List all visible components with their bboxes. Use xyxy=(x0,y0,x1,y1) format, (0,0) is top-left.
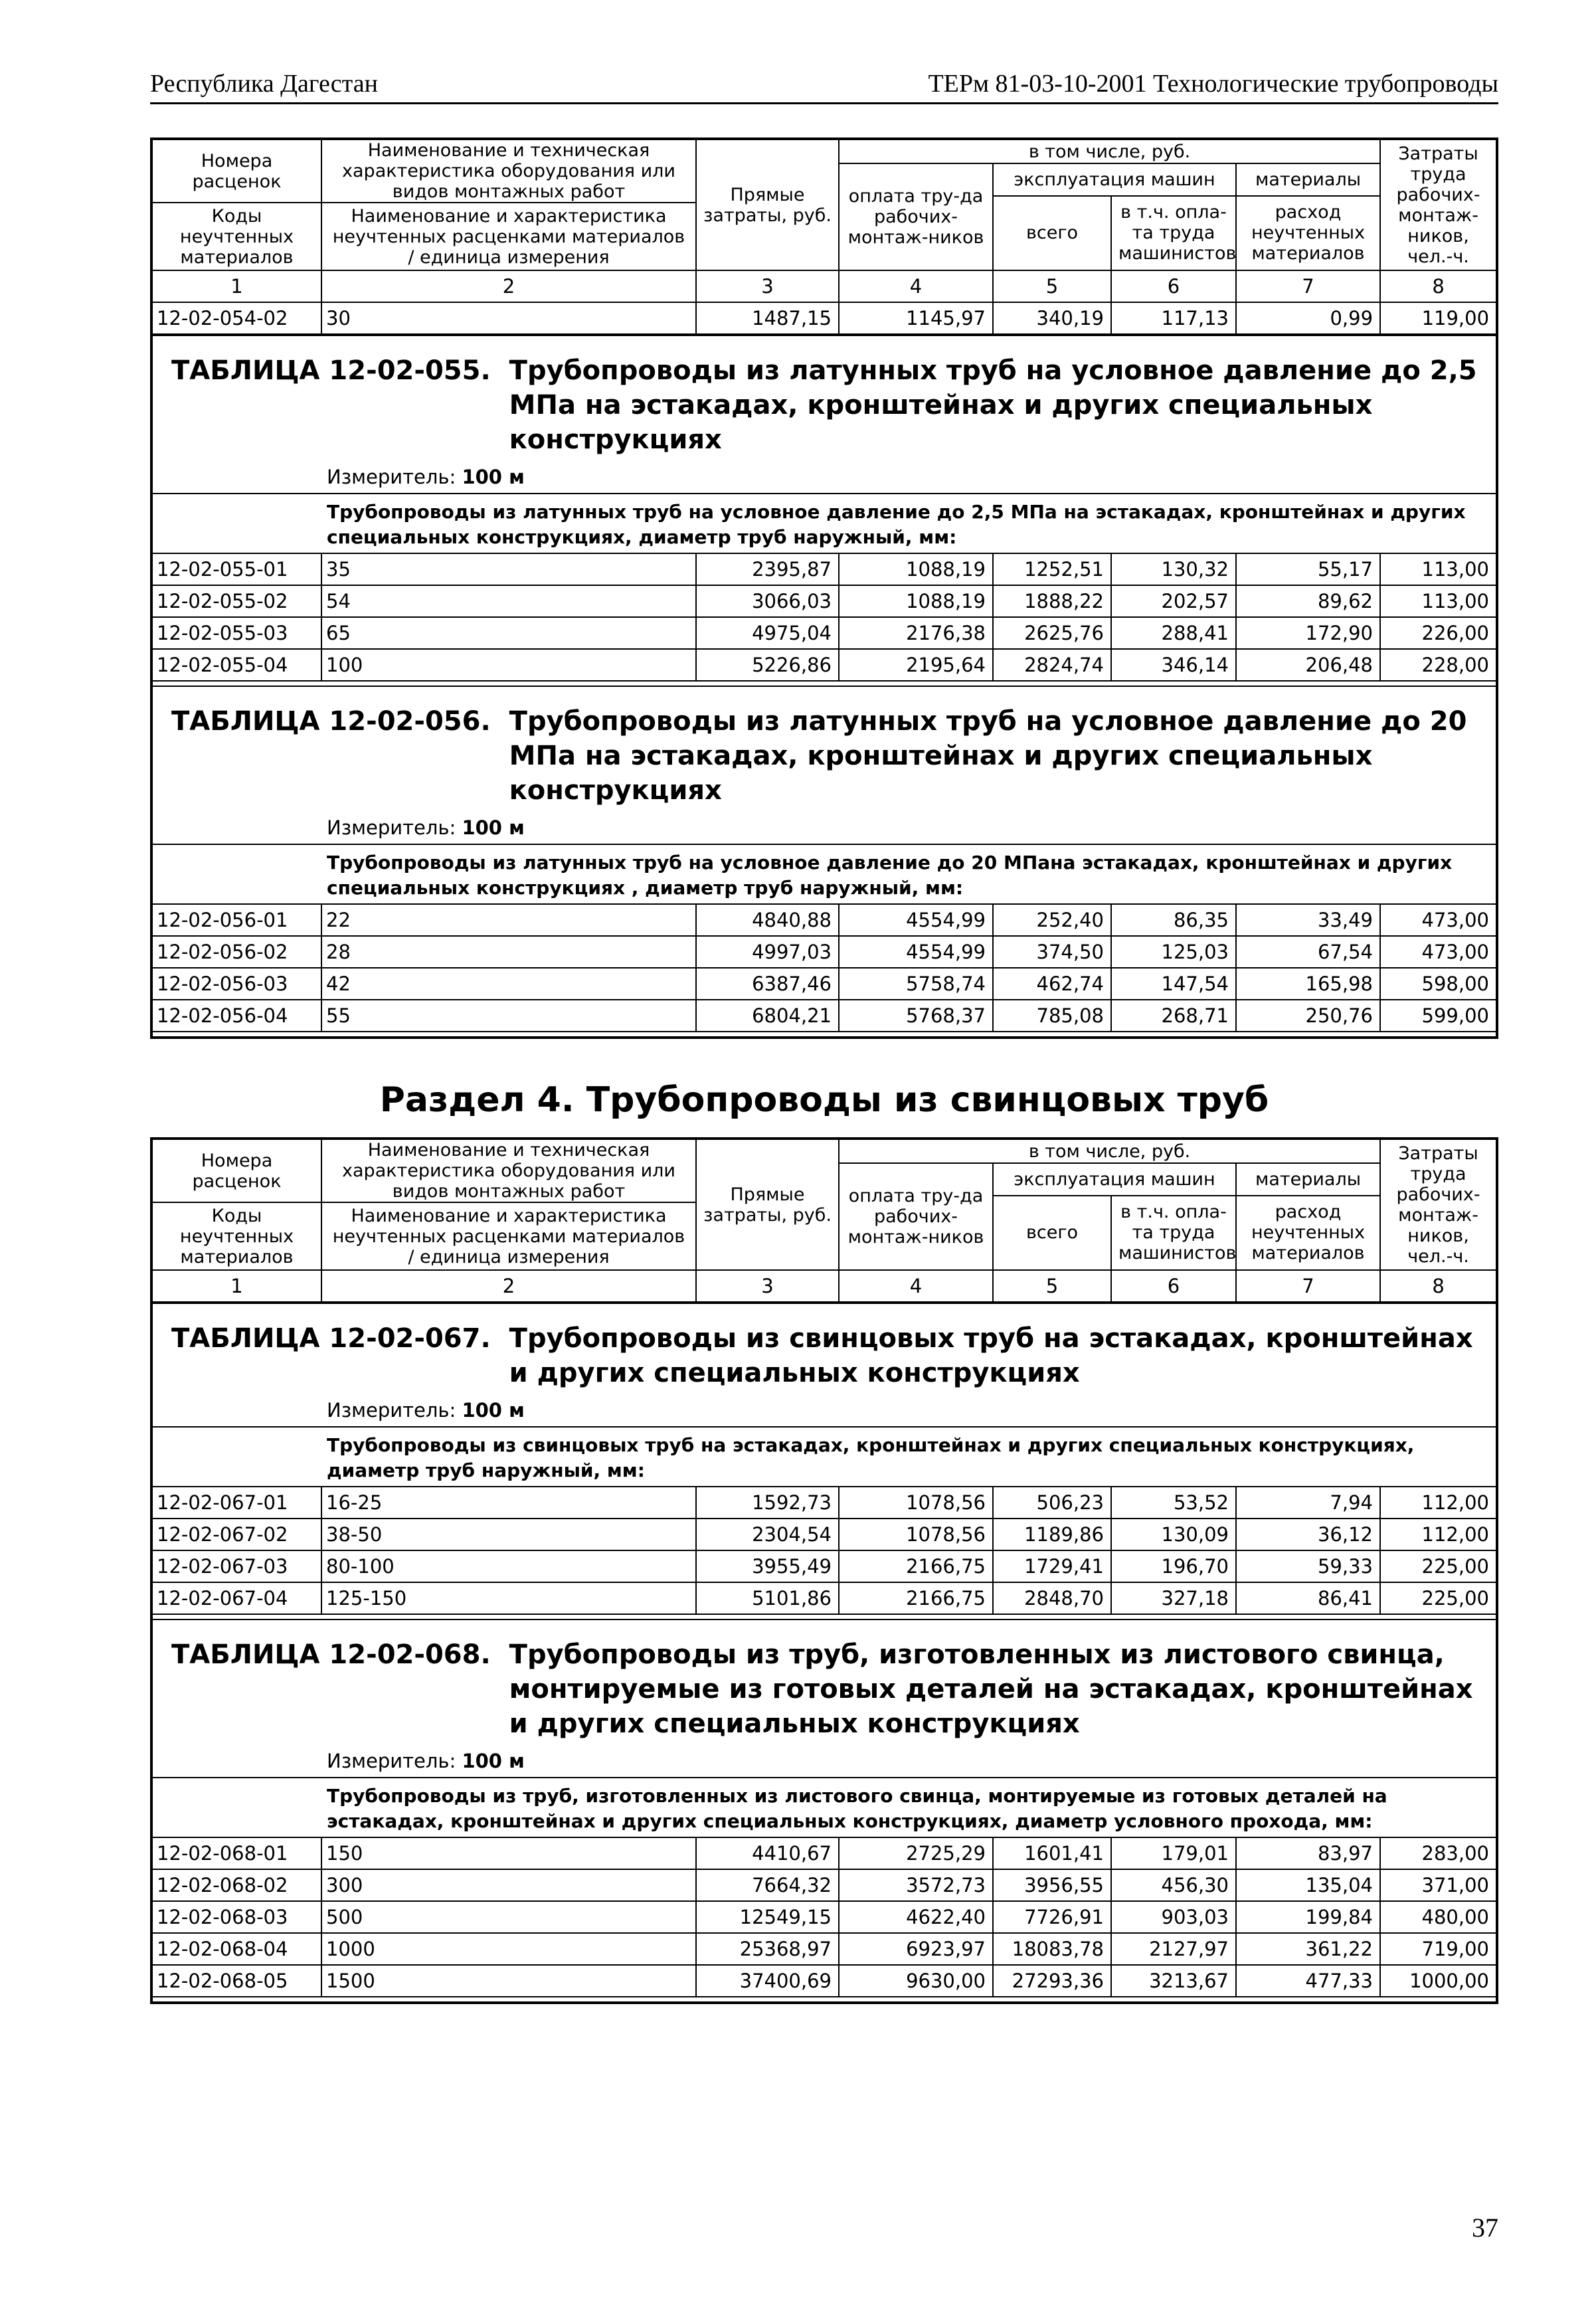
cell-materials: 172,90 xyxy=(1236,617,1380,649)
cell-direct: 5226,86 xyxy=(696,649,839,681)
cell-wages: 4554,99 xyxy=(839,904,993,936)
rate-code: 12-02-068-04 xyxy=(153,1933,321,1965)
header-machines-total: всего xyxy=(993,1196,1111,1271)
header-labor: Затраты труда рабочих-монтаж-ников, чел.-ч. xyxy=(1380,1140,1496,1270)
cell-wages: 2166,75 xyxy=(839,1550,993,1582)
table-row xyxy=(153,585,1496,617)
cell-machinist: 86,35 xyxy=(1111,904,1236,936)
page-number: 37 xyxy=(1472,2213,1498,2243)
cell-materials: 55,17 xyxy=(1236,553,1380,585)
cell-direct: 5101,86 xyxy=(696,1582,839,1614)
rate-name: 55 xyxy=(321,1000,696,1032)
col-number: 5 xyxy=(993,1270,1111,1302)
cell-direct: 4975,04 xyxy=(696,617,839,649)
cell-machinist: 2127,97 xyxy=(1111,1933,1236,1965)
cell-direct: 12549,15 xyxy=(696,1901,839,1933)
cell-machinist: 179,01 xyxy=(1111,1837,1236,1869)
unit-label: Измеритель: xyxy=(327,816,456,839)
table-row xyxy=(153,1487,1496,1519)
header-labor: Затраты труда рабочих-монтаж-ников, чел.-ч. xyxy=(1380,140,1496,270)
rate-name: 35 xyxy=(321,553,696,585)
cell-materials: 206,48 xyxy=(1236,649,1380,681)
table-title: Трубопроводы из латунных труб на условное давление до 20 МПа на эстакадах, кронштейнах и других специальных конструкциях xyxy=(509,706,1467,806)
table-heading xyxy=(153,1637,1496,1741)
cell-machinist: 202,57 xyxy=(1111,585,1236,617)
cell-labor: 371,00 xyxy=(1380,1869,1496,1901)
rate-code: 12-02-055-04 xyxy=(153,649,321,681)
table-label: ТАБЛИЦА 12-02-068. xyxy=(171,1639,491,1670)
col-number: 1 xyxy=(153,1270,321,1302)
unit-label: Измеритель: xyxy=(327,1750,456,1772)
col-number: 2 xyxy=(321,1270,696,1302)
col-number: 8 xyxy=(1380,1270,1496,1302)
col-number: 4 xyxy=(839,270,993,302)
cell-direct: 2395,87 xyxy=(696,553,839,585)
cell-materials: 250,76 xyxy=(1236,1000,1380,1032)
cell-labor: 599,00 xyxy=(1380,1000,1496,1032)
cell-labor: 112,00 xyxy=(1380,1519,1496,1550)
cell-materials: 33,49 xyxy=(1236,904,1380,936)
unit-value: 100 м xyxy=(462,1750,525,1772)
cell-direct: 4997,03 xyxy=(696,936,839,968)
col-number: 2 xyxy=(321,270,696,302)
cell-machinist: 288,41 xyxy=(1111,617,1236,649)
cell-machines: 3956,55 xyxy=(993,1869,1111,1901)
header-machinist-wages: в т.ч. опла-та труда машинистов xyxy=(1111,1196,1236,1271)
table-description: Трубопроводы из труб, изготовленных из листового свинца, монтируемые из готовых деталей на эстакадах, кронштейнах и других специальных конструкциях, диаметр условного прохода, мм: xyxy=(153,1777,1496,1834)
header-machines: эксплуатация машин xyxy=(993,1163,1236,1196)
cell-materials: 7,94 xyxy=(1236,1487,1380,1519)
cell-machines: 2824,74 xyxy=(993,649,1111,681)
rate-name: 30 xyxy=(321,302,696,334)
cell-labor: 112,00 xyxy=(1380,1487,1496,1519)
table-row xyxy=(153,936,1496,968)
header-wages: оплата тру-да рабочих-монтаж-ников xyxy=(839,1163,993,1270)
cell-machinist: 53,52 xyxy=(1111,1487,1236,1519)
cell-materials: 0,99 xyxy=(1236,302,1380,334)
table-label: ТАБЛИЦА 12-02-056. xyxy=(171,706,491,737)
cell-materials: 86,41 xyxy=(1236,1582,1380,1614)
cell-direct: 1592,73 xyxy=(696,1487,839,1519)
table-description: Трубопроводы из латунных труб на условное давление до 2,5 МПа на эстакадах, кронштейнах и других специальных конструкциях, диаметр труб наружный, мм: xyxy=(153,493,1496,550)
col-number: 3 xyxy=(696,1270,839,1302)
header-codes-bottom: Коды неучтенных материалов xyxy=(153,1202,321,1270)
cell-wages: 6923,97 xyxy=(839,1933,993,1965)
header-name-top: Наименование и техническая характеристика оборудования или видов монтажных работ xyxy=(321,140,696,203)
cell-labor: 225,00 xyxy=(1380,1550,1496,1582)
cell-machinist: 125,03 xyxy=(1111,936,1236,968)
rate-table-block xyxy=(153,686,1496,1036)
rate-name: 80-100 xyxy=(321,1550,696,1582)
rate-name: 22 xyxy=(321,904,696,936)
cell-materials: 83,97 xyxy=(1236,1837,1380,1869)
header-machinist-wages: в т.ч. опла-та труда машинистов xyxy=(1111,196,1236,271)
cell-machinist: 268,71 xyxy=(1111,1000,1236,1032)
section-title: Раздел 4. Трубопроводы из свинцовых труб xyxy=(379,1080,1269,1120)
cell-wages: 9630,00 xyxy=(839,1965,993,1997)
unit-value: 100 м xyxy=(462,816,525,839)
rate-code: 12-02-056-04 xyxy=(153,1000,321,1032)
cell-machines: 462,74 xyxy=(993,968,1111,1000)
rate-name: 300 xyxy=(321,1869,696,1901)
table-row xyxy=(153,904,1496,936)
cell-machinist: 147,54 xyxy=(1111,968,1236,1000)
rate-name: 16-25 xyxy=(321,1487,696,1519)
cell-machines: 1189,86 xyxy=(993,1519,1111,1550)
unit-label: Измеритель: xyxy=(327,1399,456,1422)
cell-wages: 2166,75 xyxy=(839,1582,993,1614)
running-head-left: Республика Дагестан xyxy=(150,70,378,98)
header-name-bottom: Наименование и характеристика неучтенных расценками материалов / единица измерения xyxy=(321,1202,696,1270)
table-title: Трубопроводы из труб, изготовленных из листового свинца, монтируемые из готовых деталей на эстакадах, кронштейнах и других специальных конструкциях xyxy=(509,1639,1473,1739)
document-page xyxy=(150,60,1498,2243)
header-name-bottom: Наименование и характеристика неучтенных расценками материалов / единица измерения xyxy=(321,203,696,270)
cell-labor: 228,00 xyxy=(1380,649,1496,681)
rate-table xyxy=(153,1837,1496,1997)
cell-wages: 1145,97 xyxy=(839,302,993,334)
rate-code: 12-02-067-01 xyxy=(153,1487,321,1519)
header-codes-top: Номера расценок xyxy=(153,1140,321,1202)
rate-code: 12-02-055-03 xyxy=(153,617,321,649)
rate-code: 12-02-067-04 xyxy=(153,1582,321,1614)
cell-wages: 2176,38 xyxy=(839,617,993,649)
cell-labor: 473,00 xyxy=(1380,936,1496,968)
tables-part-2 xyxy=(153,1303,1496,2001)
unit-value: 100 м xyxy=(462,466,525,488)
column-header-table xyxy=(153,1140,1496,1303)
cell-machines: 7726,91 xyxy=(993,1901,1111,1933)
running-head xyxy=(150,60,1498,104)
unit-of-measure xyxy=(153,461,1496,493)
cell-direct: 7664,32 xyxy=(696,1869,839,1901)
rate-name: 500 xyxy=(321,1901,696,1933)
cell-materials: 135,04 xyxy=(1236,1869,1380,1901)
table-title: Трубопроводы из свинцовых труб на эстакадах, кронштейнах и других специальных конструкциях xyxy=(509,1323,1473,1388)
cell-direct: 37400,69 xyxy=(696,1965,839,1997)
cell-direct: 3066,03 xyxy=(696,585,839,617)
cell-machinist: 196,70 xyxy=(1111,1550,1236,1582)
cell-machines: 1601,41 xyxy=(993,1837,1111,1869)
header-direct-costs: Прямые затраты, руб. xyxy=(696,1140,839,1270)
header-materials: материалы xyxy=(1236,163,1380,196)
cell-machines: 27293,36 xyxy=(993,1965,1111,1997)
rate-table-block xyxy=(153,1303,1496,1619)
cell-materials: 59,33 xyxy=(1236,1550,1380,1582)
cell-wages: 5768,37 xyxy=(839,1000,993,1032)
cell-machines: 1729,41 xyxy=(993,1550,1111,1582)
rate-name: 150 xyxy=(321,1837,696,1869)
cell-machinist: 117,13 xyxy=(1111,302,1236,334)
col-number: 5 xyxy=(993,270,1111,302)
table-row xyxy=(153,617,1496,649)
table-row xyxy=(153,968,1496,1000)
cell-machines: 340,19 xyxy=(993,302,1111,334)
cell-materials: 89,62 xyxy=(1236,585,1380,617)
rate-name: 28 xyxy=(321,936,696,968)
cell-machinist: 456,30 xyxy=(1111,1869,1236,1901)
cell-materials: 477,33 xyxy=(1236,1965,1380,1997)
table-label: ТАБЛИЦА 12-02-067. xyxy=(171,1323,491,1354)
price-table-frame-2 xyxy=(150,1137,1498,2004)
cell-wages: 3572,73 xyxy=(839,1869,993,1901)
cell-machines: 506,23 xyxy=(993,1487,1111,1519)
rate-code: 12-02-055-01 xyxy=(153,553,321,585)
table-heading xyxy=(153,704,1496,808)
cell-wages: 5758,74 xyxy=(839,968,993,1000)
header-machines: эксплуатация машин xyxy=(993,163,1236,196)
table-heading xyxy=(153,353,1496,457)
header-machines-total: всего xyxy=(993,196,1111,271)
cell-labor: 719,00 xyxy=(1380,1933,1496,1965)
cell-direct: 3955,49 xyxy=(696,1550,839,1582)
cell-materials: 36,12 xyxy=(1236,1519,1380,1550)
col-number: 3 xyxy=(696,270,839,302)
col-number: 8 xyxy=(1380,270,1496,302)
rate-name: 65 xyxy=(321,617,696,649)
rate-name: 1000 xyxy=(321,1933,696,1965)
cell-materials: 199,84 xyxy=(1236,1901,1380,1933)
cell-labor: 598,00 xyxy=(1380,968,1496,1000)
table-row xyxy=(153,1550,1496,1582)
header-including: в том числе, руб. xyxy=(839,1140,1380,1163)
cell-machines: 1888,22 xyxy=(993,585,1111,617)
cell-machinist: 130,09 xyxy=(1111,1519,1236,1550)
table-row xyxy=(153,1837,1496,1869)
cell-machines: 2625,76 xyxy=(993,617,1111,649)
header-materials-use: расход неучтенных материалов xyxy=(1236,1196,1380,1271)
header-codes-bottom: Коды неучтенных материалов xyxy=(153,203,321,270)
rate-name: 125-150 xyxy=(321,1582,696,1614)
cell-machines: 18083,78 xyxy=(993,1933,1111,1965)
tables-part-1 xyxy=(153,335,1496,1036)
header-direct-costs: Прямые затраты, руб. xyxy=(696,140,839,270)
table-row xyxy=(153,1519,1496,1550)
cell-labor: 119,00 xyxy=(1380,302,1496,334)
rate-code: 12-02-056-03 xyxy=(153,968,321,1000)
cell-labor: 1000,00 xyxy=(1380,1965,1496,1997)
header-materials: материалы xyxy=(1236,1163,1380,1196)
table-row xyxy=(153,1933,1496,1965)
unit-value: 100 м xyxy=(462,1399,525,1422)
cell-labor: 473,00 xyxy=(1380,904,1496,936)
cell-wages: 1088,19 xyxy=(839,585,993,617)
rate-code: 12-02-056-01 xyxy=(153,904,321,936)
cell-direct: 4410,67 xyxy=(696,1837,839,1869)
cell-machinist: 327,18 xyxy=(1111,1582,1236,1614)
rate-table xyxy=(153,1486,1496,1615)
cell-labor: 113,00 xyxy=(1380,585,1496,617)
cell-machinist: 3213,67 xyxy=(1111,1965,1236,1997)
column-header-table xyxy=(153,140,1496,335)
table-row xyxy=(153,1869,1496,1901)
col-number: 4 xyxy=(839,1270,993,1302)
cell-wages: 2725,29 xyxy=(839,1837,993,1869)
rate-table xyxy=(153,903,1496,1032)
cell-machinist: 903,03 xyxy=(1111,1901,1236,1933)
rate-code: 12-02-068-02 xyxy=(153,1869,321,1901)
table-description: Трубопроводы из свинцовых труб на эстакадах, кронштейнах и других специальных конструкциях, диаметр труб наружный, мм: xyxy=(153,1426,1496,1483)
cell-wages: 4622,40 xyxy=(839,1901,993,1933)
cell-labor: 480,00 xyxy=(1380,1901,1496,1933)
cell-direct: 1487,15 xyxy=(696,302,839,334)
rate-name: 42 xyxy=(321,968,696,1000)
rate-code: 12-02-055-02 xyxy=(153,585,321,617)
column-numbers-row xyxy=(153,270,1496,302)
rate-code: 12-02-068-05 xyxy=(153,1965,321,1997)
cell-machines: 785,08 xyxy=(993,1000,1111,1032)
column-numbers-row xyxy=(153,1270,1496,1302)
table-description: Трубопроводы из латунных труб на условное давление до 20 МПана эстакадах, кронштейнах и других специальных конструкциях , диаметр труб наружный, мм: xyxy=(153,844,1496,901)
table-title: Трубопроводы из латунных труб на условное давление до 2,5 МПа на эстакадах, кронштейнах и других специальных конструкциях xyxy=(509,355,1477,455)
cell-materials: 165,98 xyxy=(1236,968,1380,1000)
rate-name: 1500 xyxy=(321,1965,696,1997)
cell-labor: 283,00 xyxy=(1380,1837,1496,1869)
running-head-right: ТЕРм 81-03-10-2001 Технологические трубопроводы xyxy=(928,70,1498,98)
header-name-top: Наименование и техническая характеристика оборудования или видов монтажных работ xyxy=(321,1140,696,1202)
rate-code: 12-02-068-03 xyxy=(153,1901,321,1933)
rate-code: 12-02-068-01 xyxy=(153,1837,321,1869)
cell-machines: 374,50 xyxy=(993,936,1111,968)
rate-code: 12-02-056-02 xyxy=(153,936,321,968)
cell-wages: 2195,64 xyxy=(839,649,993,681)
rate-code: 12-02-067-02 xyxy=(153,1519,321,1550)
rate-code: 12-02-054-02 xyxy=(153,302,321,334)
unit-of-measure xyxy=(153,812,1496,844)
table-row xyxy=(153,302,1496,334)
cell-direct: 6804,21 xyxy=(696,1000,839,1032)
rate-table-block xyxy=(153,335,1496,686)
col-number: 1 xyxy=(153,270,321,302)
cell-direct: 25368,97 xyxy=(696,1933,839,1965)
table-row xyxy=(153,649,1496,681)
cell-machines: 2848,70 xyxy=(993,1582,1111,1614)
col-number: 7 xyxy=(1236,270,1380,302)
cell-materials: 361,22 xyxy=(1236,1933,1380,1965)
table-row xyxy=(153,1582,1496,1614)
cell-wages: 1088,19 xyxy=(839,553,993,585)
unit-label: Измеритель: xyxy=(327,466,456,488)
header-including: в том числе, руб. xyxy=(839,140,1380,163)
rate-table xyxy=(153,553,1496,682)
unit-of-measure xyxy=(153,1394,1496,1426)
rate-name: 54 xyxy=(321,585,696,617)
table-row xyxy=(153,1901,1496,1933)
header-codes-top: Номера расценок xyxy=(153,140,321,203)
col-number: 6 xyxy=(1111,1270,1236,1302)
cell-direct: 2304,54 xyxy=(696,1519,839,1550)
rate-table-block xyxy=(153,1619,1496,2001)
cell-wages: 1078,56 xyxy=(839,1487,993,1519)
cell-machinist: 130,32 xyxy=(1111,553,1236,585)
header-wages: оплата тру-да рабочих-монтаж-ников xyxy=(839,163,993,270)
rate-name: 38-50 xyxy=(321,1519,696,1550)
cell-machines: 252,40 xyxy=(993,904,1111,936)
cell-labor: 113,00 xyxy=(1380,553,1496,585)
col-number: 7 xyxy=(1236,1270,1380,1302)
cell-labor: 225,00 xyxy=(1380,1582,1496,1614)
table-label: ТАБЛИЦА 12-02-055. xyxy=(171,355,491,386)
table-row xyxy=(153,1000,1496,1032)
table-row xyxy=(153,1965,1496,1997)
cell-labor: 226,00 xyxy=(1380,617,1496,649)
cell-machinist: 346,14 xyxy=(1111,649,1236,681)
price-table-frame-1 xyxy=(150,138,1498,1039)
cell-wages: 4554,99 xyxy=(839,936,993,968)
header-materials-use: расход неучтенных материалов xyxy=(1236,196,1380,271)
table-heading xyxy=(153,1321,1496,1390)
cell-materials: 67,54 xyxy=(1236,936,1380,968)
rate-name: 100 xyxy=(321,649,696,681)
table-row xyxy=(153,553,1496,585)
cell-direct: 4840,88 xyxy=(696,904,839,936)
rate-code: 12-02-067-03 xyxy=(153,1550,321,1582)
cell-machines: 1252,51 xyxy=(993,553,1111,585)
cell-wages: 1078,56 xyxy=(839,1519,993,1550)
unit-of-measure xyxy=(153,1745,1496,1777)
cell-direct: 6387,46 xyxy=(696,968,839,1000)
col-number: 6 xyxy=(1111,270,1236,302)
